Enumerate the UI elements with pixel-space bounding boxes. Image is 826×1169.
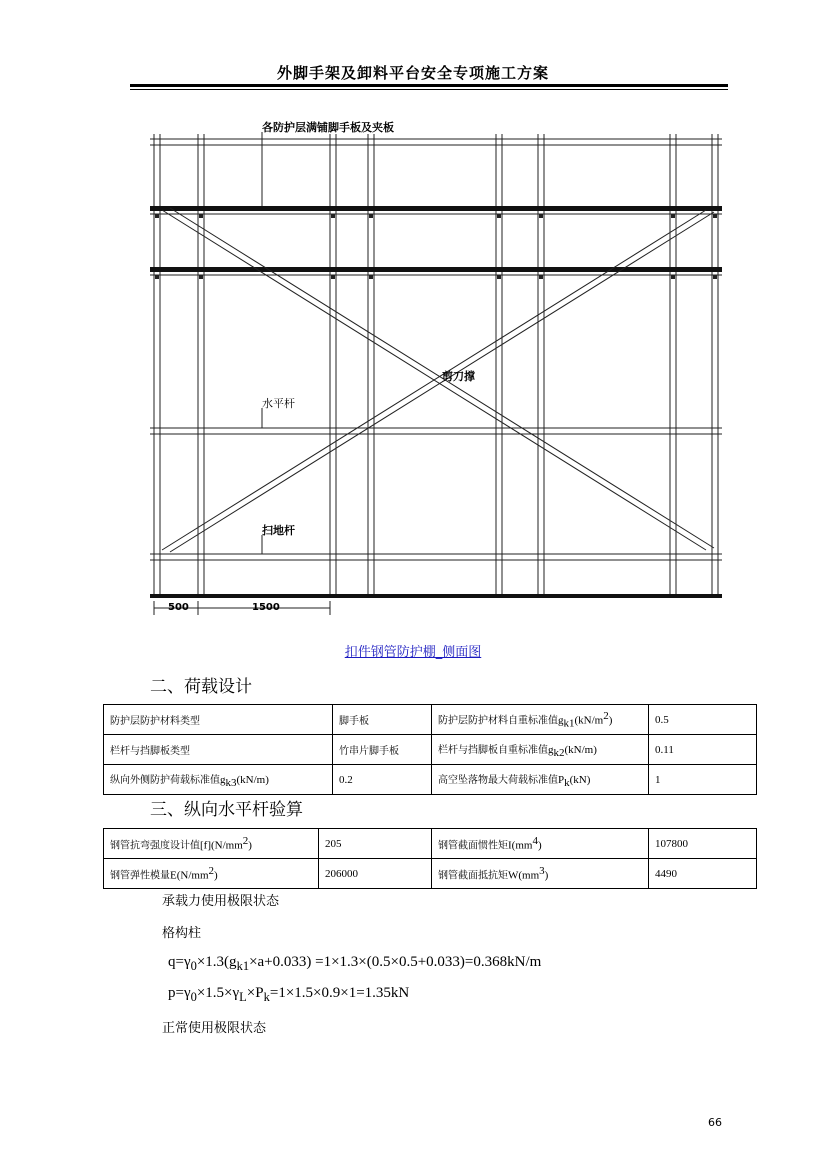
header-rule-thin [130, 89, 728, 90]
symbol: g [220, 773, 226, 786]
symbol: P [558, 773, 565, 786]
section-heading-longitudinal-check: 三、纵向水平杆验算 [150, 800, 303, 820]
formula-part: q=γ [168, 954, 191, 970]
formula-subscript: k [263, 990, 270, 1004]
unit-close: ) [537, 839, 542, 852]
unit-close: ) [248, 839, 252, 852]
dimension-1500: 1500 [252, 602, 280, 613]
symbol: W(mm [508, 869, 540, 882]
formula-part: p=γ [168, 985, 191, 1001]
cell-label: 钢管抗弯强度设计值 [110, 840, 200, 852]
coupler [671, 214, 675, 218]
label-sweep-bar: 扫地杆 [262, 524, 295, 537]
formula-part: ×1.5×γ [196, 985, 240, 1001]
subscript: k2 [553, 746, 565, 759]
label-horizontal-bar: 水平杆 [262, 397, 295, 410]
table-cell: 栏杆与挡脚板类型 [104, 735, 333, 765]
unit-close: ) [544, 869, 549, 882]
superscript: 3 [539, 865, 545, 878]
coupler [539, 275, 543, 279]
page-title: 外脚手架及卸料平台安全专项施工方案 [276, 64, 549, 82]
label-scissor-brace: 剪刀撑 [442, 370, 475, 383]
superscript: 2 [242, 835, 249, 848]
cell-label: 高空坠落物最大荷载标准值 [438, 774, 558, 786]
unit: (kN/m [574, 714, 604, 727]
formula-subscript: 0 [190, 959, 197, 973]
table-cell [104, 859, 319, 889]
table-cell [104, 765, 333, 795]
text-lattice-column: 格构柱 [162, 926, 202, 941]
scaffold-side-elevation [140, 110, 730, 630]
coupler [199, 214, 203, 218]
text-ultimate-limit-state: 承载力使用极限状态 [162, 894, 280, 909]
table-row [104, 735, 757, 765]
table-row [104, 705, 757, 735]
table-cell: 竹串片脚手板 [333, 735, 432, 765]
table-cell: 107800 [649, 829, 757, 859]
ledger-bars [150, 139, 722, 560]
table-cell [432, 859, 649, 889]
table-cell: 205 [319, 829, 432, 859]
table-cell [432, 735, 649, 765]
coupler [155, 214, 159, 218]
table-cell: 1 [649, 765, 757, 795]
table-cell: 4490 [649, 859, 757, 889]
table-cell [432, 705, 649, 735]
deck-bar [150, 267, 722, 272]
formula-subscript: L [239, 990, 247, 1004]
coupler [369, 275, 373, 279]
unit: (kN) [569, 773, 591, 786]
cell-label: 钢管弹性模量 [110, 870, 170, 882]
coupler [155, 275, 159, 279]
symbol: E(N/mm [170, 869, 209, 882]
formula-part: ×1.3(g [196, 954, 237, 970]
coupler [199, 275, 203, 279]
coupler [713, 275, 717, 279]
formula-part: =1×1.5×0.9×1=1.35kN [269, 985, 410, 1001]
deck-bar [150, 206, 722, 211]
label-top-deck: 各防护层满铺脚手板及夹板 [262, 121, 394, 134]
section-heading-load-design: 二、荷载设计 [150, 677, 252, 697]
table-row [104, 765, 757, 795]
coupler [713, 214, 717, 218]
coupler [671, 275, 675, 279]
page-number: 66 [708, 1116, 722, 1129]
table-cell: 防护层防护材料类型 [104, 705, 333, 735]
table-cell [432, 765, 649, 795]
steel-property-table [103, 828, 757, 889]
symbol: I(mm [508, 839, 533, 852]
coupler [539, 214, 543, 218]
load-parameter-table [103, 704, 757, 795]
table-cell: 0.11 [649, 735, 757, 765]
header-rule-thick [130, 84, 728, 87]
subscript: k3 [225, 776, 237, 789]
unit: (kN/m) [564, 743, 597, 756]
table-cell [432, 829, 649, 859]
formula-part: ×a+0.033) =1×1.3×(0.5×0.5+0.033)=0.368kN/m [249, 954, 542, 970]
subscript: k [564, 776, 570, 789]
unit: (kN/m) [236, 773, 269, 786]
dimension-500: 500 [168, 602, 189, 613]
scissor-braces [162, 208, 714, 552]
cell-label: 栏杆与挡脚板自重标准值 [438, 744, 548, 756]
superscript: 2 [208, 865, 214, 878]
symbol: g [548, 743, 554, 756]
text-serviceability-state: 正常使用极限状态 [162, 1021, 267, 1036]
subscript: k1 [563, 717, 575, 730]
superscript: 4 [532, 835, 538, 848]
deck-underside-bars [150, 214, 722, 275]
coupler [369, 214, 373, 218]
table-row [104, 829, 757, 859]
table-row [104, 859, 757, 889]
cell-label: 钢管截面抵抗矩 [438, 870, 508, 882]
formula-part: ×P [246, 985, 264, 1001]
ground-line [150, 594, 722, 598]
table-cell: 206000 [319, 859, 432, 889]
coupler [331, 214, 335, 218]
coupler [497, 275, 501, 279]
symbol: [f](N/mm [200, 839, 243, 852]
formula-subscript: 0 [190, 990, 197, 1004]
unit-close: ) [214, 869, 218, 882]
formula-subscript: k1 [236, 959, 250, 973]
table-cell: 0.2 [333, 765, 432, 795]
symbol: g [558, 714, 564, 727]
protective-decks [150, 206, 722, 598]
cell-label: 纵向外侧防护荷载标准值 [110, 774, 220, 786]
scaffold-posts [154, 134, 718, 594]
cell-label: 钢管截面惯性矩 [438, 840, 508, 852]
table-cell: 脚手板 [333, 705, 432, 735]
formula-q [168, 954, 541, 974]
table-cell [104, 829, 319, 859]
cell-label: 防护层防护材料自重标准值 [438, 715, 558, 727]
formula-p [168, 985, 409, 1005]
figure-caption[interactable]: 扣件钢管防护棚_侧面图 [344, 645, 482, 660]
coupler [331, 275, 335, 279]
superscript: 2 [603, 709, 609, 722]
table-cell: 0.5 [649, 705, 757, 735]
unit-close: ) [608, 714, 613, 727]
coupler [497, 214, 501, 218]
